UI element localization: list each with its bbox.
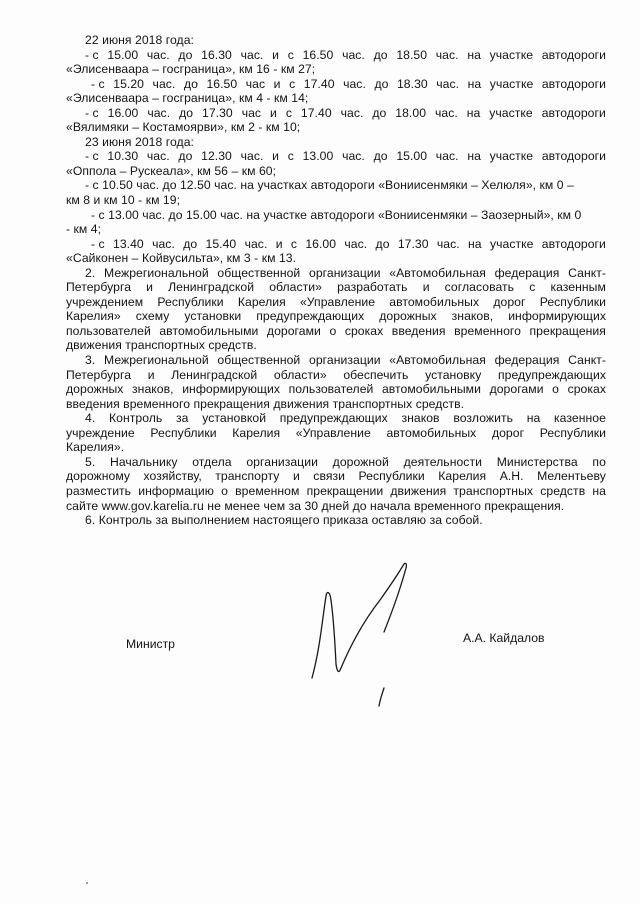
line-word: до bbox=[374, 76, 389, 91]
line-word: 15.00 bbox=[396, 149, 428, 164]
line-word: временном bbox=[235, 483, 300, 498]
document-line bbox=[66, 149, 606, 164]
document-line: «Вялимяки – Костамоярви», км 2 - км 10; bbox=[66, 120, 301, 135]
line-word: на bbox=[468, 236, 482, 251]
line-word: установкой bbox=[202, 411, 267, 426]
line-word: «Автомобильная bbox=[389, 353, 486, 368]
line-word: час. bbox=[434, 105, 458, 120]
line-word: до bbox=[183, 76, 198, 91]
line-word: 3. bbox=[85, 353, 96, 368]
line-word: час. bbox=[147, 105, 171, 120]
line-word: Министерства bbox=[496, 454, 578, 469]
document-line: «Элисенваара – госграница», км 4 - км 14; bbox=[66, 91, 309, 106]
line-word: на bbox=[592, 483, 606, 498]
line-word: с bbox=[287, 47, 294, 62]
line-word: до bbox=[178, 47, 193, 62]
line-word: 15.20 bbox=[113, 76, 144, 91]
document-line: 23 июня 2018 года: bbox=[85, 134, 194, 149]
line-word: - с bbox=[85, 149, 99, 164]
line-word: Республики bbox=[157, 294, 224, 309]
document-line bbox=[66, 368, 606, 383]
line-word: информацию bbox=[138, 483, 214, 498]
line-word: Карелия» bbox=[66, 309, 121, 324]
document-line bbox=[66, 280, 606, 295]
line-word: участке bbox=[489, 149, 534, 164]
line-word: 16.00 bbox=[305, 236, 337, 251]
handwritten-signature bbox=[308, 560, 418, 710]
line-word: с bbox=[289, 76, 296, 91]
line-word: дорожных bbox=[379, 309, 437, 324]
line-word: автодороги bbox=[541, 76, 606, 91]
line-word: час. bbox=[152, 236, 175, 251]
document-line bbox=[66, 266, 606, 281]
line-word: - с bbox=[85, 47, 99, 62]
line-word: час. bbox=[340, 105, 364, 120]
document-line bbox=[66, 411, 606, 426]
scan-speck bbox=[86, 882, 88, 884]
line-word: 16.50 bbox=[206, 76, 238, 91]
line-word: Петербурга bbox=[66, 280, 132, 295]
line-word: час. bbox=[342, 47, 365, 62]
line-word: Контроль bbox=[108, 411, 163, 426]
line-word: Начальнику bbox=[110, 454, 178, 469]
line-word: схему bbox=[135, 309, 170, 324]
line-word: до bbox=[179, 105, 194, 120]
line-word: автодороги bbox=[541, 149, 606, 164]
line-word: - с bbox=[91, 236, 105, 251]
line-word: и bbox=[275, 236, 283, 251]
line-word: с bbox=[287, 149, 294, 164]
line-word: Республики bbox=[150, 425, 217, 440]
line-word: до bbox=[372, 105, 387, 120]
line-word: временного bbox=[454, 323, 521, 338]
line-word: час bbox=[245, 76, 266, 91]
line-word: предупреждающих bbox=[279, 411, 388, 426]
line-word: прекращении bbox=[306, 483, 384, 498]
document-line bbox=[66, 106, 606, 121]
document-line bbox=[66, 324, 606, 339]
line-word: информирующих bbox=[508, 309, 606, 324]
line-word: автомобильными bbox=[381, 382, 481, 397]
line-word: организации bbox=[246, 454, 318, 469]
document-line bbox=[66, 484, 606, 499]
line-word: дорожному bbox=[66, 469, 131, 484]
line-word: Мелентьеву bbox=[537, 469, 606, 484]
line-word: час. bbox=[343, 76, 366, 91]
line-word: 12.30 bbox=[201, 149, 232, 164]
line-word: 15.00 bbox=[107, 47, 139, 62]
line-word: на bbox=[526, 411, 541, 426]
line-word: 18.00 bbox=[395, 105, 427, 120]
line-word: Межрегиональной bbox=[103, 265, 209, 280]
line-word: согласовать bbox=[444, 280, 515, 295]
line-word: хозяйству, bbox=[143, 469, 202, 484]
line-word: казенным bbox=[550, 280, 606, 295]
line-word: участке bbox=[489, 47, 534, 62]
line-word: федерация bbox=[494, 265, 560, 280]
line-word: о bbox=[552, 382, 559, 397]
line-word: час. bbox=[344, 236, 368, 251]
line-word: Карелия bbox=[237, 294, 286, 309]
line-word: прекращения bbox=[529, 323, 606, 338]
line-word: Ленинградской bbox=[171, 367, 258, 382]
document-line: - км 4; bbox=[66, 222, 102, 237]
line-word: до bbox=[373, 149, 388, 164]
line-word: предупреждающих bbox=[498, 367, 606, 382]
document-line: введения временного прекращения движения транспортных средств. bbox=[66, 396, 465, 411]
line-word: 10.30 bbox=[107, 149, 139, 164]
line-word: - с bbox=[91, 76, 105, 91]
line-word: час. bbox=[244, 236, 268, 251]
line-word: до bbox=[373, 47, 388, 62]
line-word: и bbox=[146, 280, 154, 295]
document-line bbox=[66, 353, 606, 368]
line-word: 17.40 bbox=[300, 105, 332, 120]
line-word: по bbox=[592, 454, 606, 469]
line-word: области» bbox=[273, 367, 327, 382]
line-word: дорог bbox=[491, 425, 525, 440]
line-word: возложить bbox=[453, 411, 513, 426]
line-word: автомобильных bbox=[389, 294, 480, 309]
document-line bbox=[66, 469, 606, 484]
line-word: движения bbox=[390, 483, 447, 498]
line-word: с bbox=[529, 280, 536, 295]
line-word: автомобильными bbox=[159, 323, 259, 338]
document-line: 6. Контроль за выполнением настоящего приказа оставляю за собой. bbox=[85, 513, 483, 528]
document-line: км 8 и км 10 - км 19; bbox=[66, 193, 181, 208]
line-word: федерация bbox=[494, 353, 560, 368]
line-word: и bbox=[147, 367, 155, 382]
signer-role: Министр bbox=[126, 637, 175, 651]
document-line bbox=[66, 48, 606, 63]
line-word: и bbox=[272, 149, 279, 164]
line-word: дорожных bbox=[66, 382, 124, 397]
line-word: сроках bbox=[567, 382, 606, 397]
line-word: автодороги bbox=[541, 236, 606, 251]
line-word: час. bbox=[152, 76, 176, 91]
line-word: казенное bbox=[554, 411, 606, 426]
line-word: установки bbox=[184, 309, 242, 324]
line-word: «Автомобильная bbox=[389, 265, 486, 280]
line-word: учреждение bbox=[66, 425, 135, 440]
document-line: «Элисенваара – госграница», км 16 - км 27; bbox=[66, 62, 316, 77]
line-word: час. bbox=[436, 76, 460, 91]
line-word: 18.50 bbox=[396, 47, 428, 62]
line-word: информирующих bbox=[182, 382, 280, 397]
line-word: автомобильных bbox=[386, 425, 477, 440]
line-word: транспорту bbox=[215, 469, 280, 484]
line-word: дорогами bbox=[489, 382, 544, 397]
line-word: 17.30 bbox=[397, 236, 429, 251]
line-word: участке bbox=[489, 105, 533, 120]
line-word: Межрегиональной bbox=[103, 353, 209, 368]
line-word: 16.00 bbox=[107, 105, 139, 120]
line-word: организации bbox=[309, 353, 381, 368]
line-word: средств bbox=[540, 483, 586, 498]
line-word: введения bbox=[391, 323, 446, 338]
line-word: учреждением bbox=[66, 294, 144, 309]
line-word: и bbox=[422, 280, 430, 295]
document-line: сайте www.gov.karelia.ru не менее чем за 30 дней до начала временного прекращения. bbox=[66, 498, 565, 513]
line-word: обеспечить bbox=[343, 367, 409, 382]
signer-name: А.А. Кайдалов bbox=[463, 631, 545, 645]
line-word: Республики bbox=[539, 425, 606, 440]
line-word: час. bbox=[146, 47, 170, 62]
document-line bbox=[66, 237, 606, 252]
line-word: Республики bbox=[539, 294, 606, 309]
document-body bbox=[66, 33, 606, 528]
line-word: о bbox=[329, 323, 337, 338]
document-line bbox=[66, 426, 606, 441]
line-word: час bbox=[241, 105, 262, 120]
line-word: час. bbox=[435, 47, 459, 62]
line-word: дорог bbox=[493, 294, 526, 309]
document-line bbox=[66, 382, 606, 397]
document-line: - с 10.50 час. до 12.50 час. на участках автодороги «Вониисенмяки – Хелюля», км 0 – bbox=[85, 178, 574, 193]
line-word: на bbox=[466, 105, 481, 120]
line-word: с bbox=[290, 236, 298, 251]
document-line: Карелия». bbox=[66, 440, 125, 455]
line-word: предупреждающих bbox=[256, 309, 365, 324]
document-line bbox=[66, 455, 606, 470]
document-line bbox=[66, 77, 606, 92]
line-word: Ленинградской bbox=[168, 280, 255, 295]
line-word: Республики bbox=[358, 469, 425, 484]
line-word: 16.50 bbox=[302, 47, 334, 62]
line-word: до bbox=[375, 236, 390, 251]
line-word: участке bbox=[489, 236, 534, 251]
line-word: 17.30 bbox=[202, 105, 233, 120]
line-word: с bbox=[285, 105, 292, 120]
line-word: пользователей bbox=[288, 382, 374, 397]
line-word: разместить bbox=[66, 483, 132, 498]
line-word: пользователей bbox=[66, 323, 151, 338]
line-word: 13.40 bbox=[113, 236, 144, 251]
line-word: автодороги bbox=[541, 105, 606, 120]
line-word: - с bbox=[85, 105, 99, 120]
line-word: час. bbox=[435, 149, 459, 164]
line-word: знаков, bbox=[132, 382, 174, 397]
document-line: 22 июня 2018 года: bbox=[85, 33, 194, 47]
line-word: час. bbox=[240, 47, 264, 62]
line-word: 17.40 bbox=[303, 76, 335, 91]
line-word: и bbox=[292, 469, 300, 484]
line-word: до bbox=[178, 149, 193, 164]
line-word: Петербурга bbox=[66, 367, 132, 382]
line-word: области» bbox=[269, 280, 322, 295]
document-line: «Оппола – Рускеала», км 56 – км 60; bbox=[66, 163, 277, 178]
line-word: 16.30 bbox=[201, 47, 232, 62]
line-word: дорогами bbox=[266, 323, 321, 338]
line-word: Санкт- bbox=[568, 353, 606, 368]
line-word: на bbox=[467, 149, 481, 164]
line-word: на bbox=[467, 47, 481, 62]
document-line bbox=[66, 309, 606, 324]
line-word: час. bbox=[342, 149, 365, 164]
line-word: разработать bbox=[337, 280, 408, 295]
line-word: 5. bbox=[85, 454, 96, 469]
line-word: Санкт- bbox=[568, 265, 606, 280]
line-word: знаков bbox=[401, 411, 440, 426]
line-word: час. bbox=[146, 149, 170, 164]
document-line bbox=[66, 295, 606, 310]
line-word: 15.40 bbox=[205, 236, 237, 251]
line-word: до bbox=[183, 236, 198, 251]
document-line: движения транспортных средств. bbox=[66, 338, 257, 353]
line-word: час. bbox=[240, 149, 264, 164]
line-word: 13.00 bbox=[302, 149, 334, 164]
document-line: «Сайконен – Койвусильта», км 3 - км 13. bbox=[66, 251, 297, 266]
line-word: на bbox=[467, 76, 482, 91]
line-word: отдела bbox=[192, 454, 232, 469]
document-line: - с 13.00 час. до 15.00 час. на участке автодороги «Вониисенмяки – Заозерный», км 0 bbox=[91, 207, 582, 222]
line-word: 18.30 bbox=[396, 76, 428, 91]
line-word: и bbox=[270, 105, 277, 120]
line-word: знаков, bbox=[451, 309, 494, 324]
line-word: час. bbox=[436, 236, 460, 251]
line-word: 2. bbox=[85, 265, 96, 280]
line-word: общественной bbox=[217, 265, 301, 280]
line-word: «Управление bbox=[299, 294, 376, 309]
line-word: Карелия bbox=[438, 469, 487, 484]
line-word: автодороги bbox=[541, 47, 606, 62]
line-word: организации bbox=[309, 265, 381, 280]
line-word: Карелия bbox=[232, 425, 281, 440]
line-word: 4. bbox=[85, 411, 96, 426]
line-word: дорожной bbox=[332, 454, 389, 469]
line-word: деятельности bbox=[403, 454, 482, 469]
line-word: сроках bbox=[344, 323, 384, 338]
line-word: «Управление bbox=[295, 425, 371, 440]
line-word: участке bbox=[489, 76, 534, 91]
line-word: за bbox=[176, 411, 189, 426]
line-word: общественной bbox=[217, 353, 301, 368]
line-word: о bbox=[221, 483, 228, 498]
line-word: и bbox=[272, 47, 279, 62]
line-word: транспортных bbox=[453, 483, 534, 498]
line-word: А.Н. bbox=[499, 469, 524, 484]
line-word: установку bbox=[425, 367, 482, 382]
line-word: связи bbox=[313, 469, 345, 484]
line-word: и bbox=[273, 76, 281, 91]
